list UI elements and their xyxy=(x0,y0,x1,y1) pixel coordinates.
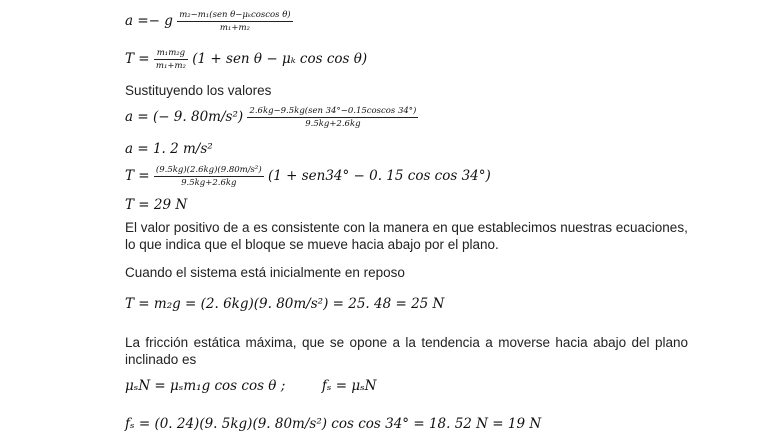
eq-a-denominator: m₁+m₂ xyxy=(219,23,250,33)
equation-friction-relations xyxy=(125,378,376,394)
eq-mu-N: μₛN = μₛm₁g cos cos θ ; xyxy=(125,378,286,394)
eq-a-sub-lhs: a = (− 9. 80m/s²) xyxy=(125,109,244,125)
paragraph-rest-state: Cuando el sistema está inicialmente en reposo xyxy=(125,265,405,280)
equation-tension-general xyxy=(125,48,367,71)
eq-T-sub-numerator: (9.5kg)(2.6kg)(9.80m/s²) xyxy=(155,165,262,175)
text-sustituyendo: Sustituyendo los valores xyxy=(125,83,272,98)
eq-a-sub-denominator: 9.5kg+2.6kg xyxy=(305,119,361,129)
eq-T-numerator: m₁m₂g xyxy=(154,48,188,60)
equation-tension-rest: T = m₂g = (2. 6kg)(9. 80m/s²) = 25. 48 = 25 N xyxy=(125,296,445,312)
eq-T-sub-denominator: 9.5kg+2.6kg xyxy=(181,178,237,188)
eq-T-sub-rhs: (1 + sen34° − 0. 15 cos cos 34°) xyxy=(267,168,491,184)
eq-T-rhs: (1 + sen θ − μₖ cos cos θ) xyxy=(192,51,368,67)
eq-T-lhs: T = xyxy=(125,51,150,67)
equation-friction-value: fₛ = (0. 24)(9. 5kg)(9. 80m/s²) cos cos 34° = 18. 52 N = 19 N xyxy=(125,416,542,432)
eq-T-sub-lhs: T = xyxy=(125,168,150,184)
paragraph-consistency: El valor positivo de a es consistente con la manera en que establecimos nuestras ecuaciones, lo que indica que el bloque se mueve hacia abajo por el plano. xyxy=(125,220,688,252)
eq-a-lhs: a =− g xyxy=(125,13,173,29)
equation-acceleration-result: a = 1. 2 m/s² xyxy=(125,141,213,157)
eq-T-sub-fraction xyxy=(154,165,264,188)
eq-a-numerator: m₂−m₁(sen θ−μₖcoscos θ) xyxy=(179,10,291,20)
eq-T-denominator: m₁+m₂ xyxy=(155,61,186,71)
eq-T-fraction xyxy=(154,48,188,71)
eq-a-sub-numerator: 2.6kg−9.5kg(sen 34°−0.15coscos 34°) xyxy=(249,106,417,116)
eq-fs: fₛ = μₛN xyxy=(321,378,377,394)
equation-acceleration-general xyxy=(125,10,293,33)
eq-a-sub-fraction xyxy=(247,106,418,129)
equation-tension-result: T = 29 N xyxy=(125,197,188,213)
eq-a-fraction xyxy=(177,10,292,33)
paragraph-static-friction: La fricción estática máxima, que se opone a la tendencia a moverse hacia abajo del plano inclinado es xyxy=(125,335,688,367)
equation-tension-substituted xyxy=(125,165,491,188)
equation-acceleration-substituted xyxy=(125,106,418,129)
